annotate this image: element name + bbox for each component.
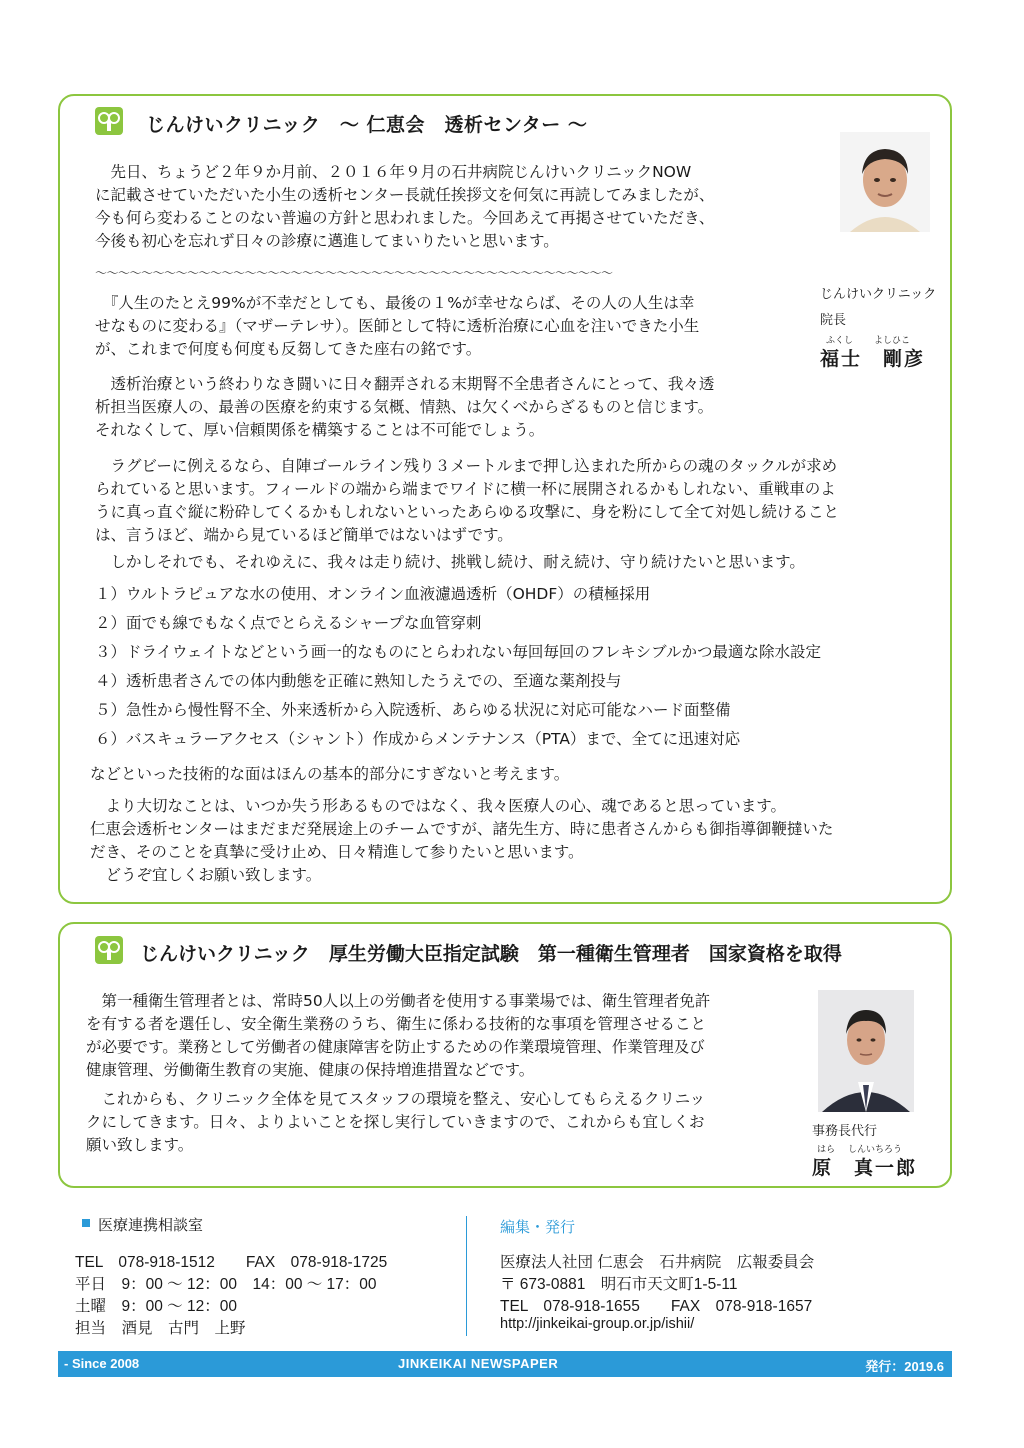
footer-weekday-hours: 平日 9：00 ～ 12：00 14：00 ～ 17：00 [75,1276,377,1293]
footer-right-title: 編集・発行 [500,1219,576,1236]
clinic-logo-icon [95,107,123,135]
square-bullet-icon [82,1219,90,1227]
text-line: られていると思います。フィールドの端から端までワイドに横一杯に展開されるかもしれない、重戦車のよ [95,480,836,498]
article2-heading: じんけいクリニック 厚生労働大臣指定試験 第一種衛生管理者 国家資格を取得 [140,943,842,965]
text-line: 第一種衛生管理者とは、常時50人以上の労働者を使用する事業場では、衛生管理者免許 [86,992,711,1010]
article1-para4: しかしそれでも、それゆえに、我々は走り続け、挑戦し続け、耐え続け、守り続けたいと思います。 [95,553,805,571]
text-line: 析担当医療人の、最善の医療を約束する気概、情熱、は欠くべからざるものと信じます。 [95,398,714,416]
list-item: ２）面でも線でもなく点でとらえるシャープな血管穿刺 [95,614,482,632]
text-line: に記載させていただいた小生の透析センター長就任挨拶文を何気に再読してみましたが、 [95,186,715,204]
director-caption-title: 院長 [820,313,847,328]
article1-para5: などといった技術的な面はほんの基本的部分にすぎないと考えます。 [90,765,570,783]
manager-ruby-family: はら [817,1145,836,1155]
list-item: ３）ドライウェイトなどという画一的なものにとらわれない毎回毎回のフレキシブルかつ最適な除水設定 [95,643,822,661]
text-line: 仁恵会透析センターはまだまだ発展途上のチームですが、諸先生方、時に患者さんからも御指導御鞭撻いた [90,820,834,838]
footer-staff: 担当 酒見 古門 上野 [75,1320,246,1337]
manager-ruby-given: しんいちろう [848,1145,903,1155]
footer-divider [466,1216,467,1336]
text-line: が、これまで何度も何度も反芻してきた座右の銘です。 [95,340,482,358]
text-line: どうぞ宜しくお願い致します。 [90,866,322,884]
list-item: ６）バスキュラーアクセス（シャント）作成からメンテナンス（PTA）まで、全てに迅速対応 [95,730,741,748]
director-ruby-given: よしひこ [874,336,911,346]
manager-photo [818,990,914,1112]
footer-contact: TEL 078-918-1655 FAX 078-918-1657 [500,1298,813,1315]
text-line: 健康管理、労働衛生教育の実施、健康の保持増進措置などです。 [86,1061,535,1079]
text-line: 先日、ちょうど２年９か月前、２０１６年９月の石井病院じんけいクリニックNOW [95,163,692,181]
text-line: を有する者を選任し、安全衛生業務のうち、衛生に係わる技術的な事項を管理させること [86,1015,707,1033]
director-ruby-family: ふくし [826,336,854,346]
footer-org: 医療法人社団 仁恵会 石井病院 広報委員会 [500,1254,815,1271]
text-line: ラグビーに例えるなら、自陣ゴールライン残り３メートルまで押し込まれた所からの魂のタックルが求め [95,457,838,475]
list-item: ５）急性から慢性腎不全、外来透析から入院透析、あらゆる状況に対応可能なハード面整備 [95,701,731,719]
bar-title: JINKEIKAI NEWSPAPER [398,1356,559,1371]
manager-caption-title: 事務長代行 [812,1124,878,1139]
article1-heading: じんけいクリニック ～ 仁恵会 透析センター ～ [146,114,588,136]
director-name: 福士 剛彦 [820,348,926,370]
text-line: それなくして、厚い信頼関係を構築することは不可能でしょう。 [95,421,545,439]
text-line: これからも、クリニック全体を見てスタッフの環境を整え、安心してもらえるクリニッ [86,1090,706,1108]
bar-issue: 発行：2019.6 [865,1359,944,1374]
text-line: だき、そのことを真摯に受け止め、日々精進して参りたいと思います。 [90,843,584,861]
text-line: 『人生のたとえ99%が不幸だとしても、最後の１%が幸せならば、その人の人生は幸 [95,294,695,312]
text-line: より大切なことは、いつか失う形あるものではなく、我々医療人の心、魂であると思っています。 [90,797,786,815]
text-line: 今も何ら変わることのない普遍の方針と思われました。今回あえて再掲させていただき、 [95,209,715,227]
footer-saturday-hours: 土曜 9：00 ～ 12：00 [75,1298,237,1315]
wave-divider: 〜〜〜〜〜〜〜〜〜〜〜〜〜〜〜〜〜〜〜〜〜〜〜〜〜〜〜〜〜〜〜〜〜〜〜〜〜〜〜〜〜〜〜〜〜 [95,266,613,280]
text-line: 今後も初心を忘れず日々の診療に邁進してまいりたいと思います。 [95,232,559,250]
text-line: が必要です。業務として労働者の健康障害を防止するための作業環境管理、作業管理及び [86,1038,705,1056]
text-line: 透析治療という終わりなき闘いに日々翻弄される末期腎不全患者さんにとって、我々透 [95,375,715,393]
text-line: せなものに変わる』（マザーテレサ）。医師として特に透析治療に心血を注いできた小生 [95,317,700,335]
text-line: うに真っ直ぐ縦に粉砕してくるかもしれないといったあらゆる攻撃に、身を粉にして全て対処し続けること [95,503,840,521]
list-item: ４）透析患者さんでの体内動態を正確に熟知したうえでの、至適な薬剤投与 [95,672,622,690]
footer-left-title: 医療連携相談室 [98,1217,204,1234]
clinic-logo-icon [95,936,123,964]
footer-address: 〒 673-0881 明石市天文町1-5-11 [500,1276,738,1293]
director-caption-clinic: じんけいクリニック [820,287,937,302]
text-line: 願い致します。 [86,1136,194,1154]
text-line: は、言うほど、端から見ているほど簡単ではないはずです。 [95,526,513,544]
text-line: クにしてきます。日々、よりよいことを探し実行していきますので、これからも宜しくお [86,1113,705,1131]
manager-name: 原 真一郎 [812,1157,918,1179]
list-item: １）ウルトラピュアな水の使用、オンライン血液濾過透析（OHDF）の積極採用 [95,585,651,603]
footer-tel-fax: TEL 078-918-1512 FAX 078-918-1725 [75,1254,388,1271]
bar-since: - Since 2008 [64,1356,140,1371]
director-photo [840,132,930,232]
footer-url-link[interactable]: http://jinkeikai-group.or.jp/ishii/ [500,1316,695,1332]
newspaper-bar [58,1351,952,1377]
